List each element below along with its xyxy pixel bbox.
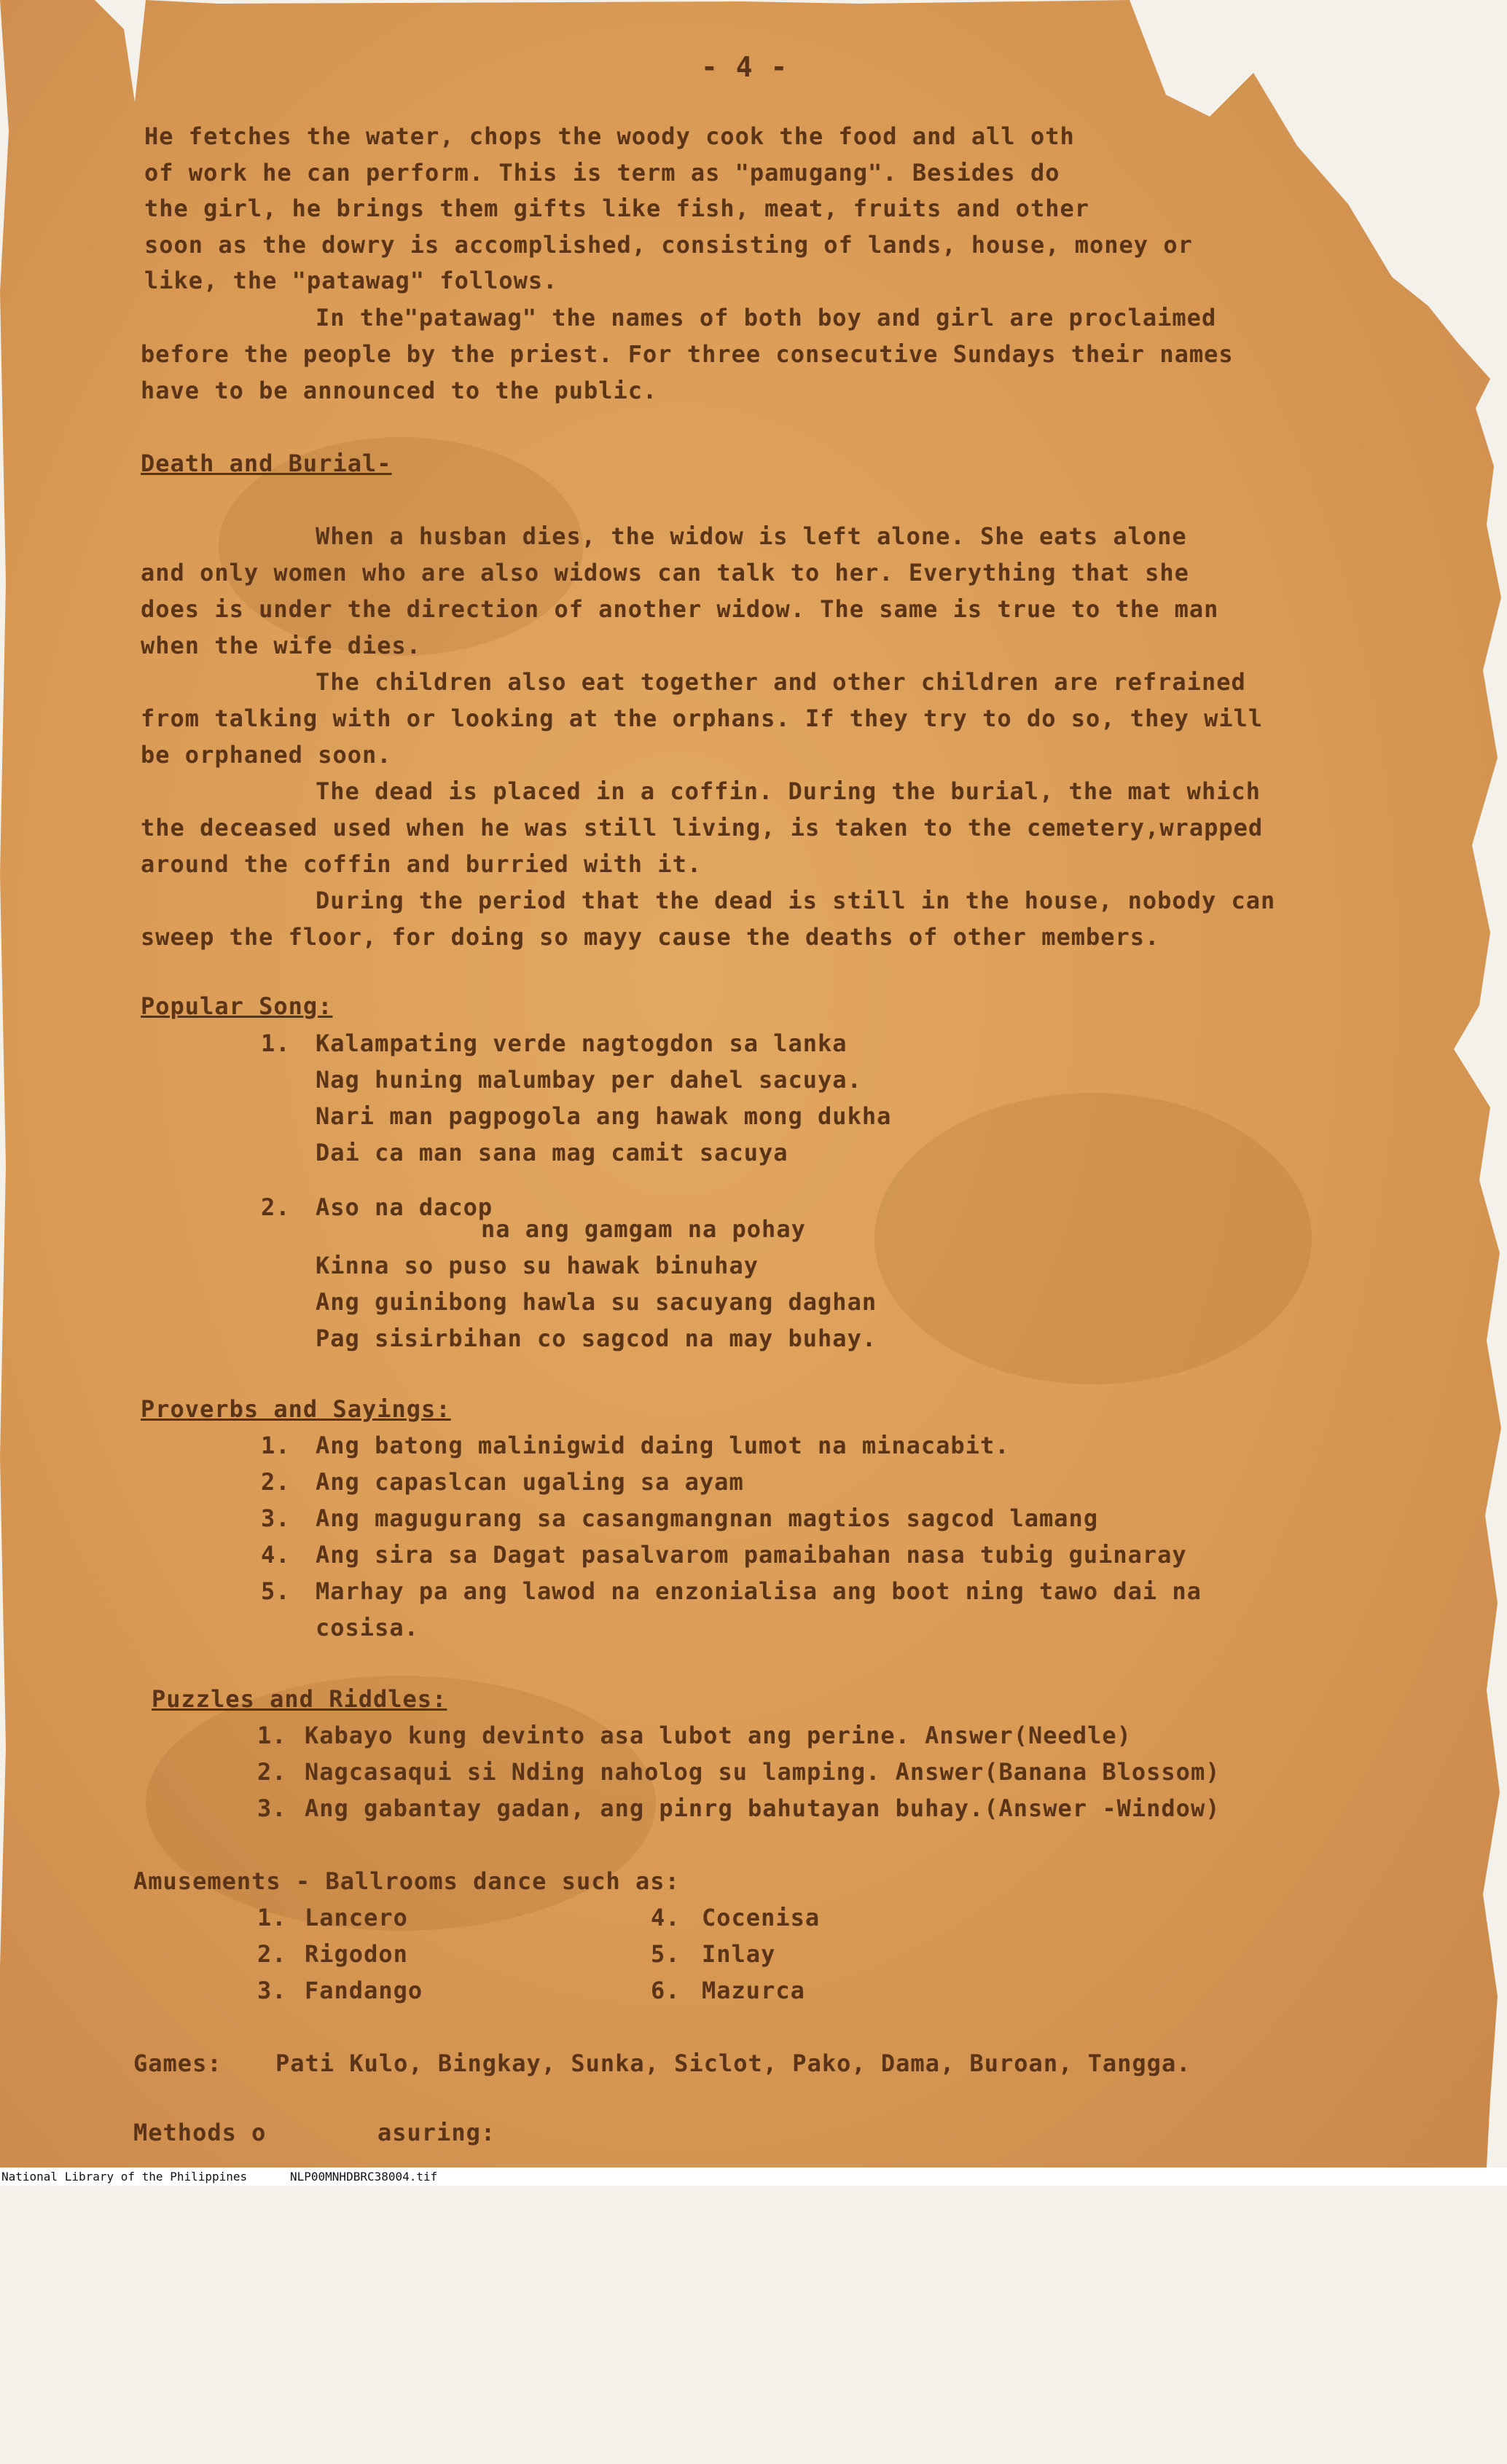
text-line: of work he can perform. This is term as "pamugang". Besides do [144, 159, 1060, 187]
riddle-text: Nagcasaqui si Nding naholog su lamping. Answer(Banana Blossom) [305, 1758, 1221, 1786]
text-line: During the period that the dead is still in the house, nobody can [316, 887, 1276, 914]
list-number: 3. [257, 1977, 287, 2004]
proverb-text: Ang sira sa Dagat pasalvarom pamaibahan nasa tubig guinaray [316, 1541, 1187, 1569]
library-credit: National Library of the Philippines [1, 2170, 248, 2184]
text-line: the deceased used when he was still living, is taken to the cemetery,wrapped [141, 814, 1264, 841]
text-line: The dead is placed in a coffin. During the burial, the mat which [316, 777, 1261, 805]
list-number: 2. [261, 1468, 291, 1496]
list-number: 5. [261, 1577, 291, 1605]
song-line: Nari man pagpogola ang hawak mong dukha [316, 1102, 892, 1130]
list-number: 3. [257, 1794, 287, 1822]
section-heading: Death and Burial- [141, 450, 392, 477]
list-number: 5. [651, 1940, 681, 1968]
text-line: does is under the direction of another widow. The same is true to the man [141, 595, 1219, 623]
dance-name: Rigodon [305, 1940, 408, 1968]
list-number: 1. [257, 1904, 287, 1931]
section-heading: Amusements - Ballrooms dance such as: [133, 1867, 680, 1895]
page-number: - 4 - [701, 51, 788, 83]
song-line: Pag sisirbihan co sagcod na may buhay. [316, 1325, 877, 1352]
proverb-text: Ang capaslcan ugaling sa ayam [316, 1468, 744, 1496]
song-line: Nag huning malumbay per dahel sacuya. [316, 1066, 862, 1094]
list-number: 1. [257, 1722, 287, 1749]
song-line: na ang gamgam na pohay [481, 1215, 806, 1243]
text-line: like, the "patawag" follows. [144, 267, 558, 294]
list-number: 4. [261, 1541, 291, 1569]
list-number: 1. [261, 1432, 291, 1459]
song-line: Kinna so puso su hawak binuhay [316, 1252, 759, 1279]
section-heading: Puzzles and Riddles: [152, 1685, 447, 1713]
list-number: 2. [257, 1758, 287, 1786]
text-line: around the coffin and burried with it. [141, 850, 702, 878]
list-number: 2. [257, 1940, 287, 1968]
riddle-text: Kabayo kung devinto asa lubot ang perine. Answer(Needle) [305, 1722, 1132, 1749]
text-line: He fetches the water, chops the woody cook the food and all oth [144, 122, 1075, 150]
dance-name: Lancero [305, 1904, 408, 1931]
dance-name: Cocenisa [702, 1904, 821, 1931]
proverb-text: Ang batong malinigwid daing lumot na minacabit. [316, 1432, 1010, 1459]
list-number: 4. [651, 1904, 681, 1931]
riddle-text: Ang gabantay gadan, ang pinrg bahutayan buhay.(Answer -Window) [305, 1794, 1221, 1822]
proverb-text: Ang magugurang sa casangmangnan magtios sagcod lamang [316, 1504, 1099, 1532]
song-line: Aso na dacop [316, 1193, 493, 1221]
scan-footer [0, 2167, 1507, 2186]
proverb-text: Marhay pa ang lawod na enzonialisa ang boot ning tawo dai na [316, 1577, 1202, 1605]
list-number: 2. [261, 1193, 291, 1221]
song-line: Dai ca man sana mag camit sacuya [316, 1139, 788, 1166]
methods-text: asuring: [377, 2119, 496, 2146]
text-line: The children also eat together and other children are refrained [316, 668, 1246, 696]
text-line: and only women who are also widows can talk to her. Everything that she [141, 559, 1189, 586]
song-line: Kalampating verde nagtogdon sa lanka [316, 1029, 848, 1057]
text-line: before the people by the priest. For three consecutive Sundays their names [141, 340, 1234, 368]
text-line: soon as the dowry is accomplished, consisting of lands, house, money or [144, 231, 1193, 259]
list-number: 6. [651, 1977, 681, 2004]
text-line: When a husban dies, the widow is left alone. She eats alone [316, 522, 1187, 550]
games-label: Games: [133, 2049, 222, 2077]
dance-name: Mazurca [702, 1977, 805, 2004]
song-line: Ang guinibong hawla su sacuyang daghan [316, 1288, 877, 1316]
text-line: when the wife dies. [141, 632, 422, 659]
methods-label: Methods o [133, 2119, 267, 2146]
section-heading: Proverbs and Sayings: [141, 1395, 451, 1423]
text-line: be orphaned soon. [141, 741, 392, 769]
text-line: In the"patawag" the names of both boy and girl are proclaimed [316, 304, 1217, 331]
dance-name: Inlay [702, 1940, 776, 1968]
section-heading: Popular Song: [141, 992, 333, 1020]
text-line: have to be announced to the public. [141, 377, 658, 404]
text-line: sweep the floor, for doing so mayy cause the deaths of other members. [141, 923, 1160, 951]
list-number: 3. [261, 1504, 291, 1532]
dance-name: Fandango [305, 1977, 423, 2004]
games-list: Pati Kulo, Bingkay, Sunka, Siclot, Pako, Dama, Buroan, Tangga. [275, 2049, 1191, 2077]
proverb-text: cosisa. [316, 1614, 419, 1641]
text-line: from talking with or looking at the orphans. If they try to do so, they will [141, 705, 1264, 732]
list-number: 1. [261, 1029, 291, 1057]
file-name: NLP00MNHDBRC38004.tif [290, 2170, 438, 2184]
text-line: the girl, he brings them gifts like fish, meat, fruits and other [144, 195, 1089, 222]
